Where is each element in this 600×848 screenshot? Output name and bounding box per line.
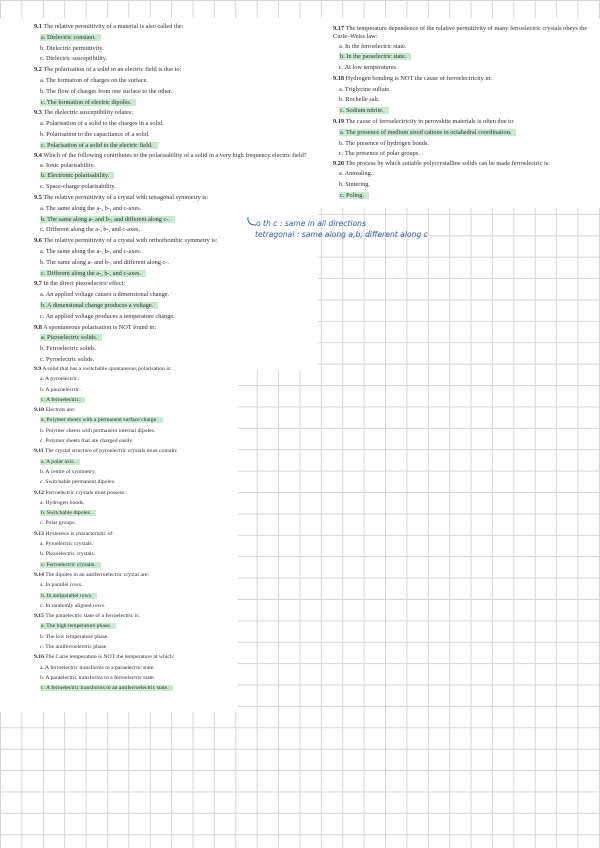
answer-option <box>40 385 234 395</box>
option-text: b. Sintering. <box>339 181 370 189</box>
option-text: b. Ferroelectric solids. <box>40 345 97 353</box>
question-prompt: The polarisation of a solid in an electric field is due to: <box>43 66 182 74</box>
option-text: b. A paraelectric transforms to a ferroelectric state. <box>40 674 156 681</box>
option-text: a. Dielectric constant. <box>40 34 101 41</box>
question-prompt: A spontaneous polarisation is NOT found in: <box>43 323 156 331</box>
option-text: c. A ferroelectric. <box>40 397 85 403</box>
question-text <box>34 279 314 290</box>
highlighted-answer-option <box>40 591 234 601</box>
answer-option <box>40 642 234 652</box>
answer-option <box>40 290 314 301</box>
question-column-bottom <box>34 364 234 694</box>
option-text: c. Polymer sheets that are charged easily. <box>40 438 134 445</box>
question-text <box>34 323 314 334</box>
answer-option <box>339 63 591 74</box>
option-text: b. The same along a- and b-, and different along c-. <box>40 216 175 223</box>
highlighted-answer-option <box>40 333 314 344</box>
answer-option <box>40 119 314 130</box>
highlighted-answer-option <box>40 457 234 467</box>
answer-option <box>40 632 234 642</box>
question-text <box>34 611 234 621</box>
option-text: a. Ionic polarisability. <box>40 161 95 169</box>
question-prompt: Ferroelectric crystals must possess: <box>45 489 126 496</box>
question-text <box>34 364 234 374</box>
option-text: c. Pyroelectric solids. <box>40 355 95 363</box>
question-block <box>34 488 234 529</box>
question-number: 9.6 <box>34 237 42 245</box>
option-text: c. Switchable permanent dipoles. <box>40 479 116 486</box>
answer-option <box>40 312 314 323</box>
question-block <box>34 236 314 279</box>
option-text: c. Dielectric susceptibility. <box>40 55 108 63</box>
answer-option <box>339 95 591 106</box>
question-number: 9.16 <box>34 654 44 661</box>
option-text: c. A ferroelectric transforms to an antiferroelectric state. <box>40 685 173 691</box>
question-text <box>34 193 314 204</box>
answer-option <box>40 467 234 477</box>
answer-option <box>40 374 234 384</box>
answer-option <box>40 44 314 55</box>
option-text: c. Polar groups. <box>40 520 76 527</box>
option-text: c. Space-charge polarisability. <box>40 183 116 191</box>
option-text: b. The presence of hydrogen bonds. <box>339 139 429 147</box>
option-text: b. In antiparallel rows. <box>40 593 97 599</box>
option-text: c. Sodium nitrite. <box>339 107 389 114</box>
option-text: c. Poling. <box>339 192 369 199</box>
question-text <box>34 22 314 33</box>
question-number: 9.17 <box>333 25 345 32</box>
option-text: a. Polymer sheets with a permanent surface charge. <box>40 417 163 423</box>
question-block <box>333 160 591 201</box>
option-text: a. A pyroelectric. <box>40 376 79 383</box>
question-text <box>333 25 591 40</box>
question-block <box>34 611 234 652</box>
answer-option <box>40 663 234 673</box>
handwritten-note-2: tetragonal : same along a,b, different along c <box>255 230 428 239</box>
question-number: 9.7 <box>34 280 42 288</box>
question-prompt: The Curie temperature is NOT the temperature at which: <box>45 654 175 661</box>
question-text <box>34 152 314 160</box>
question-block <box>34 108 314 151</box>
answer-option <box>40 477 234 487</box>
question-number: 9.19 <box>333 118 345 126</box>
question-block <box>34 279 314 322</box>
answer-option <box>339 42 591 53</box>
question-prompt: The crystal structure of pyroelectric crystals must contain: <box>44 448 178 455</box>
option-text: b. Switchable dipoles. <box>40 510 96 516</box>
question-block <box>34 323 314 366</box>
answer-option <box>40 344 314 355</box>
option-text: c. The formation of electric dipoles. <box>40 99 136 106</box>
answer-option <box>40 498 234 508</box>
question-column-left <box>34 22 314 366</box>
question-text <box>34 652 234 662</box>
highlighted-answer-option <box>40 560 234 570</box>
highlighted-answer-option <box>40 269 314 280</box>
option-text: a. A polar axis. <box>40 459 80 465</box>
question-prompt: The dipoles in an antiferroelectric crystal are: <box>45 571 149 578</box>
option-text: c. Ferroelectric crystals. <box>40 562 101 568</box>
highlighted-answer-option <box>40 33 314 44</box>
question-text <box>333 160 591 168</box>
option-text: b. Dielectric permittivity. <box>40 44 104 52</box>
option-text: a. A ferroelectric transforms to a paraelectric state. <box>40 664 155 671</box>
question-number: 9.1 <box>34 23 42 30</box>
highlighted-answer-option <box>40 141 314 152</box>
option-text: a. The presence of medium sized cations in octahedral coordination. <box>339 129 516 136</box>
option-text: b. A dimensional change produces a voltage. <box>40 302 158 309</box>
option-text: c. Different along the a-, b-, and c-axes. <box>40 226 141 234</box>
option-text: a. In parallel rows. <box>40 582 83 589</box>
question-column-right <box>333 25 591 202</box>
answer-option <box>40 539 234 549</box>
option-text: b. Piezoelectric crystals. <box>40 551 96 558</box>
question-prompt: In the direct piezoelectric effect: <box>43 280 126 288</box>
question-number: 9.15 <box>34 613 44 620</box>
highlighted-answer-option <box>40 683 234 693</box>
highlighted-answer-option <box>339 106 591 117</box>
option-text: b. The flow of charges from one surface to the other. <box>40 87 173 95</box>
question-prompt: A solid that has a switchable spontaneous polarisation is: <box>42 366 172 372</box>
option-text: a. Annealing. <box>339 170 373 178</box>
option-text: b. Electronic polarisability. <box>40 172 114 179</box>
question-block <box>34 364 234 405</box>
question-text <box>34 570 234 580</box>
option-text: c. Polarisation of a solid to the electric field. <box>40 142 158 149</box>
question-block <box>34 570 234 611</box>
question-block <box>333 74 591 117</box>
question-block <box>333 25 591 74</box>
question-number: 9.14 <box>34 571 44 578</box>
highlighted-answer-option <box>40 98 314 109</box>
option-text: a. Polarisation of a solid to the charges in a solid. <box>40 120 164 128</box>
answer-option <box>40 601 234 611</box>
answer-option <box>339 139 591 150</box>
answer-option <box>339 149 591 160</box>
answer-option <box>40 518 234 528</box>
option-text: c. The antiferroelectric phase. <box>40 644 108 651</box>
question-block <box>34 152 314 193</box>
question-number: 9.13 <box>34 530 44 537</box>
question-number: 9.4 <box>34 151 42 159</box>
highlighted-answer-option <box>40 171 314 182</box>
answer-option <box>339 180 591 191</box>
highlighted-answer-option <box>40 301 314 312</box>
highlighted-answer-option <box>339 191 591 202</box>
question-prompt: The relative permittivity of a crystal with orthorhombic symmetry is: <box>43 237 218 245</box>
question-text <box>34 65 314 76</box>
answer-option <box>40 247 314 258</box>
handwritten-note-1: o th c : same in all directions <box>256 219 366 228</box>
question-text <box>34 488 234 498</box>
answer-option <box>40 76 314 87</box>
question-block <box>34 405 234 446</box>
option-text: a. The same along the a-, b-, and c-axes. <box>40 247 142 255</box>
option-text: a. The same along the a-, b-, and c-axes. <box>40 204 142 212</box>
option-text: a. The formation of charges on the surface. <box>40 76 148 84</box>
question-block <box>34 65 314 108</box>
question-prompt: The paraelectric state of a ferroelectric is: <box>45 613 141 620</box>
answer-option <box>40 580 234 590</box>
question-text <box>333 117 591 128</box>
answer-option <box>40 549 234 559</box>
question-number: 9.11 <box>34 448 44 455</box>
option-text: a. The high temperature phase. <box>40 623 116 629</box>
highlighted-answer-option <box>40 508 234 518</box>
question-block <box>34 22 314 65</box>
highlighted-answer-option <box>40 621 234 631</box>
highlighted-answer-option <box>40 395 234 405</box>
question-number: 9.10 <box>34 407 44 414</box>
option-text: b. A piezoelectric. <box>40 386 82 393</box>
question-text <box>34 405 234 415</box>
question-block <box>34 446 234 487</box>
question-prompt: The cause of ferroelectricity in perovskite materials is often due to: <box>345 118 515 126</box>
option-text: a. Piezoelectric solids. <box>40 334 102 341</box>
answer-option <box>40 436 234 446</box>
question-number: 9.8 <box>34 323 42 331</box>
answer-option <box>40 426 234 436</box>
option-text: c. An applied voltage produces a temperature change. <box>40 312 175 320</box>
question-prompt: The relative permittivity of a crystal with tetragonal symmetry is: <box>43 193 209 201</box>
answer-option <box>40 204 314 215</box>
option-text: b. In the paraelectric state. <box>339 53 411 60</box>
question-text <box>34 529 234 539</box>
question-prompt: The relative permittivity of a material is also called the: <box>43 23 184 30</box>
highlighted-answer-option <box>40 415 234 425</box>
question-block <box>34 529 234 570</box>
option-text: b. Polarisation to the capacitance of a solid. <box>40 130 150 138</box>
option-text: a. An applied voltage causes a dimensional change. <box>40 291 170 299</box>
answer-option <box>40 258 314 269</box>
question-number: 9.9 <box>34 366 42 372</box>
question-prompt: Hysteresis is characteristic of: <box>45 530 114 537</box>
answer-option <box>40 161 314 172</box>
question-prompt: Which of the following contributes to the polarisability of a solid in a very high frequency electric field? <box>43 151 307 159</box>
option-text: b. The low temperature phase. <box>40 633 109 640</box>
question-block <box>34 652 234 693</box>
answer-option <box>339 169 591 180</box>
answer-option <box>40 54 314 65</box>
answer-option <box>40 673 234 683</box>
question-number: 9.18 <box>333 74 345 82</box>
option-text: a. Pyroelectric crystals. <box>40 541 94 548</box>
question-number: 9.5 <box>34 193 42 201</box>
option-text: c. The presence of polar groups. <box>339 150 420 158</box>
option-text: c. Different along the a-, b-, and c-axes. <box>40 270 146 277</box>
question-number: 9.20 <box>333 160 345 168</box>
question-number: 9.2 <box>34 66 42 74</box>
option-text: a. Triglycine sulfate. <box>339 85 391 93</box>
question-prompt: Hydrogen bonding is NOT the cause of ferroelectricity in: <box>345 74 493 82</box>
option-text: b. Rochelle salt. <box>339 96 380 104</box>
option-text: a. In the ferroelectric state. <box>339 42 407 50</box>
option-text: c. In randomly aligned rows. <box>40 602 106 609</box>
question-block <box>333 117 591 160</box>
option-text: a. Hydrogen bonds. <box>40 499 85 506</box>
question-prompt: The temperature dependence of the relative permittivity of many ferroelectric crystals obeys the Curie–Weiss law: <box>333 25 588 40</box>
question-text <box>34 446 234 456</box>
option-text: b. A centre of symmetry. <box>40 468 96 475</box>
answer-option <box>40 182 314 193</box>
option-text: c. At low temperatures. <box>339 64 398 72</box>
question-prompt: The process by which suitable polycrystalline solids can be made ferroelectric is: <box>345 160 550 168</box>
option-text: b. The same along a- and b-, and different along c-. <box>40 258 169 266</box>
question-prompt: The dielectric susceptibility relates: <box>43 109 134 117</box>
option-text: b. Polymer sheets with permanent internal dipoles. <box>40 427 156 434</box>
question-prompt: Electrets are: <box>45 407 76 414</box>
question-number: 9.12 <box>34 489 44 496</box>
highlighted-answer-option <box>339 52 591 63</box>
answer-option <box>40 87 314 98</box>
question-text <box>333 74 591 85</box>
question-number: 9.3 <box>34 109 42 117</box>
question-text <box>34 108 314 119</box>
highlighted-answer-option <box>339 128 591 139</box>
answer-option <box>339 85 591 96</box>
answer-option <box>40 130 314 141</box>
